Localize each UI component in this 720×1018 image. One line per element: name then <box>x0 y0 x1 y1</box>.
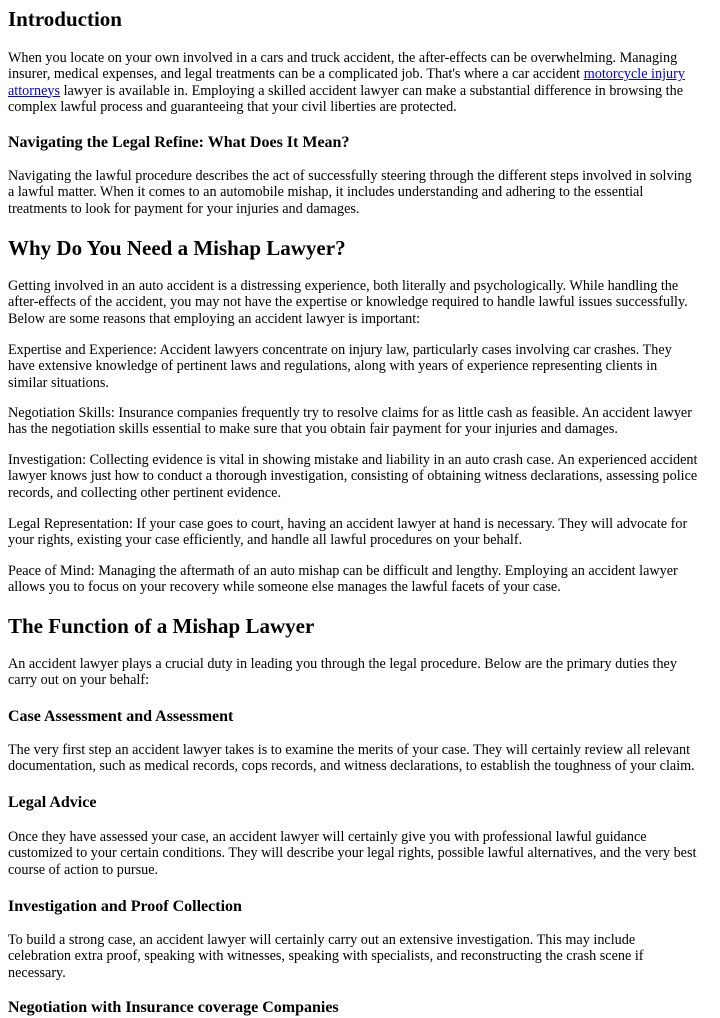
text-line: your rights, existing your case efficiently, and handle all lawful procedures on your behalf. <box>8 532 523 549</box>
paragraph-investigation <box>8 452 714 501</box>
text-line: Legal Representation: If your case goes to court, having an accident lawyer at hand is necessary. They will advocate for <box>8 516 688 532</box>
paragraph-why <box>8 278 714 327</box>
paragraph-introduction <box>8 50 714 115</box>
paragraph-legal-advice <box>8 829 714 878</box>
text-line: Getting involved in an auto accident is a distressing experience, both literally and psychologically. While handling the <box>8 278 679 294</box>
heading-case-assessment: Case Assessment and Assessment <box>8 708 234 725</box>
text-line: after-effects of the accident, you may not have the expertise or knowledge required to handle lawful issues successfully. <box>8 294 688 311</box>
heading-negotiation-insurance: Negotiation with Insurance coverage Companies <box>8 999 339 1016</box>
text-line: Navigating the lawful procedure describes the act of successfully steering through the different steps involved in solving <box>8 168 692 184</box>
heading-investigation-proof: Investigation and Proof Collection <box>8 898 242 915</box>
text-line: records, and collecting other pertinent evidence. <box>8 484 281 501</box>
text-line: Expertise and Experience: Accident lawyers concentrate on injury law, particularly cases involving car crashes. They <box>8 342 672 358</box>
text-line: treatments to look for payment for your injuries and damages. <box>8 200 360 217</box>
text-line: The very first step an accident lawyer takes is to examine the merits of your case. They will certainly review all relevant <box>8 742 691 758</box>
text-line: Below are some reasons that employing an accident lawyer is important: <box>8 310 421 327</box>
paragraph-navigating <box>8 168 714 217</box>
text-line <box>8 83 714 99</box>
text-line <box>8 66 714 82</box>
paragraph-investigation-proof <box>8 932 714 981</box>
text-line: complex lawful process and guaranteeing that your civil liberties are protected. <box>8 98 457 115</box>
paragraph-expertise <box>8 342 714 391</box>
paragraph-function <box>8 656 714 689</box>
heading-why-need-lawyer: Why Do You Need a Mishap Lawyer? <box>8 236 346 260</box>
text-line: Negotiation Skills: Insurance companies frequently try to resolve claims for as little cash as feasible. An accident lawyer <box>8 405 692 421</box>
text-line: carry out on your behalf: <box>8 672 150 689</box>
paragraph-peace-of-mind <box>8 563 714 596</box>
paragraph-case-assessment <box>8 742 714 775</box>
text-line: lawyer knows just how to conduct a thorough investigation, consisting of obtaining witness declarations, assessing police <box>8 468 698 485</box>
text-line: customized to your certain conditions. They will describe your legal rights, possible lawful alternatives, and the very best <box>8 845 697 862</box>
text-line: Peace of Mind: Managing the aftermath of an auto mishap can be difficult and lengthy. Employing an accident lawyer <box>8 563 678 579</box>
paragraph-negotiation-skills <box>8 405 714 438</box>
text-line: Investigation: Collecting evidence is vital in showing mistake and liability in an auto crash case. An experienced accident <box>8 452 698 468</box>
text-line: allows you to focus on your recovery while someone else manages the lawful facets of your case. <box>8 579 561 596</box>
heading-function-of-lawyer: The Function of a Mishap Lawyer <box>8 614 315 638</box>
heading-legal-advice: Legal Advice <box>8 794 97 811</box>
text-line: necessary. <box>8 964 66 981</box>
text-fragment: insurer, medical expenses, and legal treatments can be a complicated job. That's where a car accident <box>8 66 584 83</box>
text-line: a lawful matter. When it comes to an automobile mishap, it includes understanding and adhering to the essential <box>8 184 644 201</box>
text-line: To build a strong case, an accident lawyer will certainly carry out an extensive investigation. This may include <box>8 932 636 948</box>
text-line: similar situations. <box>8 374 109 391</box>
text-line: course of action to pursue. <box>8 861 159 878</box>
heading-introduction: Introduction <box>8 7 122 31</box>
text-line: has the negotiation skills essential to make sure that you obtain fair payment for your injuries and damages. <box>8 421 618 438</box>
text-line: An accident lawyer plays a crucial duty in leading you through the legal procedure. Below are the primary duties they <box>8 656 677 672</box>
text-line: When you locate on your own involved in a cars and truck accident, the after-effects can be overwhelming. Managing <box>8 50 678 66</box>
text-line: Once they have assessed your case, an accident lawyer will certainly give you with professional lawful guidance <box>8 829 647 845</box>
text-line: have extensive knowledge of pertinent laws and regulations, along with years of experience representing clients in <box>8 358 658 375</box>
text-fragment: lawyer is available in. Employing a skilled accident lawyer can make a substantial difference in browsing the <box>60 82 684 99</box>
text-line: documentation, such as medical records, cops records, and witness declarations, to establish the toughness of your claim. <box>8 758 695 775</box>
motorcycle-injury-attorneys-link-cont[interactable]: attorneys <box>8 82 61 99</box>
motorcycle-injury-attorneys-link[interactable]: motorcycle injury <box>583 66 685 83</box>
paragraph-legal-representation <box>8 516 714 549</box>
heading-navigating-legal-refine: Navigating the Legal Refine: What Does It Mean? <box>8 134 350 151</box>
text-line: celebration extra proof, speaking with witnesses, speaking with specialists, and reconstructing the crash scene if <box>8 948 644 965</box>
